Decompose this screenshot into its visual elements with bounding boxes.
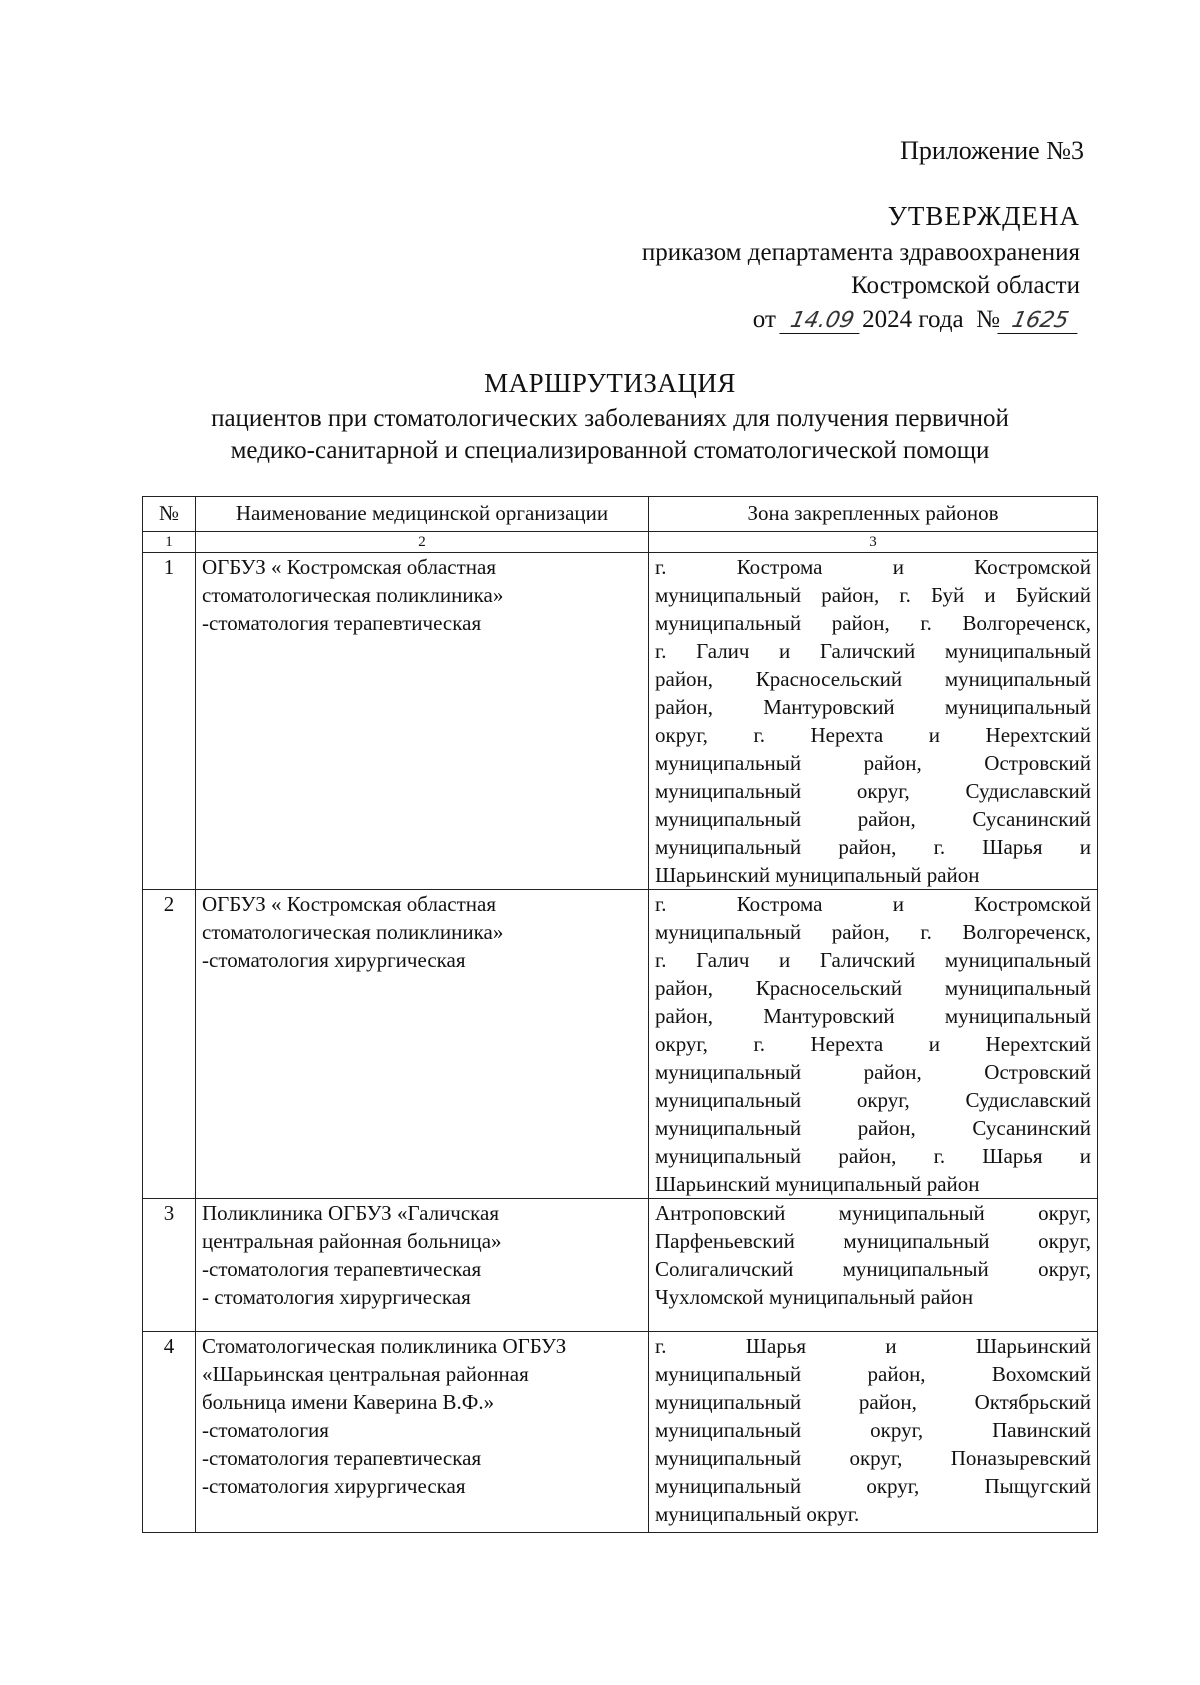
zone-line: муниципальный округ, Судиславский (655, 779, 1091, 803)
organization-line: Поликлиника ОГБУЗ «Галичская (202, 1201, 500, 1225)
organization-line: стоматологическая поликлиника» (202, 583, 504, 607)
zone-line: Антроповский муниципальный округ, (655, 1201, 1091, 1225)
zone-line: Шарьинский муниципальный район (655, 1172, 980, 1196)
order-year: 2024 года (862, 306, 964, 333)
organization-line: Стоматологическая поликлиника ОГБУЗ (202, 1334, 567, 1358)
row-number: 3 (143, 1199, 196, 1332)
organization-line: -стоматология терапевтическая (202, 611, 482, 635)
zone-line: муниципальный округ, Судиславский (655, 1088, 1091, 1112)
zone-line: район, Мантуровский муниципальный (655, 1004, 1091, 1028)
organization-line: стоматологическая поликлиника» (202, 920, 504, 944)
zone-line: муниципальный район, г. Шарья и (655, 1144, 1091, 1168)
document-title: МАРШРУТИЗАЦИЯ (484, 368, 736, 398)
zone-cell (649, 553, 1098, 890)
zone-line: район, Красносельский муниципальный (655, 667, 1091, 691)
organization-line: ОГБУЗ « Костромская областная (202, 892, 496, 916)
zone-line: округ, г. Нерехта и Нерехтский (655, 1032, 1091, 1056)
table-header-row (143, 497, 1098, 532)
zone-line: муниципальный округ, Поназыревский (655, 1446, 1091, 1470)
zone-line: муниципальный район, Островский (655, 1060, 1091, 1084)
table-row (143, 553, 1098, 890)
order-date: 14.09 (779, 309, 864, 334)
zone-line: муниципальный район, г. Волгореченск, (655, 611, 1091, 635)
header-no: № (143, 497, 196, 532)
zone-cell (649, 1199, 1098, 1332)
zone-line: муниципальный район, Сусанинский (655, 1116, 1091, 1140)
zone-line: Шарьинский муниципальный район (655, 863, 980, 887)
header-org: Наименование медицинской организации (196, 497, 649, 532)
header-zone: Зона закрепленных районов (649, 497, 1098, 532)
zone-cell (649, 890, 1098, 1199)
organization-cell (196, 1199, 649, 1332)
zone-line: район, Красносельский муниципальный (655, 976, 1091, 1000)
order-issuer-line2: Костромской области (851, 272, 1080, 299)
column-number-row (143, 532, 1098, 553)
order-number-label: № (976, 306, 1000, 333)
order-issuer-line1: приказом департамента здравоохранения (641, 239, 1080, 266)
organization-cell (196, 890, 649, 1199)
zone-line: район, Мантуровский муниципальный (655, 695, 1091, 719)
zone-line: г. Кострома и Костромской (655, 555, 1091, 579)
document-subtitle-line1: пациентов при стоматологических заболеваниях для получения первичной (211, 405, 1009, 432)
order-number: 1625 (997, 309, 1082, 334)
zone-line: муниципальный район, Октябрьский (655, 1390, 1091, 1414)
document-subtitle-line2: медико-санитарной и специализированной стоматологической помощи (230, 437, 990, 464)
zone-line: муниципальный округ. (655, 1502, 860, 1526)
order-prefix: от (752, 306, 776, 333)
row-number: 1 (143, 553, 196, 890)
zone-line: муниципальный район, Вохомский (655, 1362, 1091, 1386)
organization-line: центральная районная больница» (202, 1229, 502, 1253)
table-row (143, 890, 1098, 1199)
appendix-label: Приложение №3 (900, 136, 1084, 165)
zone-line: муниципальный район, г. Буй и Буйский (655, 583, 1091, 607)
column-number: 1 (143, 532, 196, 553)
zone-cell (649, 1332, 1098, 1533)
zone-line: г. Галич и Галичский муниципальный (655, 639, 1091, 663)
organization-line: больница имени Каверина В.Ф.» (202, 1390, 495, 1414)
zone-line: округ, г. Нерехта и Нерехтский (655, 723, 1091, 747)
zone-line: муниципальный район, Островский (655, 751, 1091, 775)
row-number: 2 (143, 890, 196, 1199)
organization-line: -стоматология терапевтическая (202, 1446, 482, 1470)
zone-line: Солигаличский муниципальный округ, (655, 1257, 1091, 1281)
approved-label: УТВЕРЖДЕНА (887, 201, 1080, 231)
table-row (143, 1199, 1098, 1332)
table-row (143, 1332, 1098, 1533)
zone-line: г. Шарья и Шарьинский (655, 1334, 1091, 1358)
zone-line: муниципальный район, г. Шарья и (655, 835, 1091, 859)
organization-line: -стоматология (202, 1418, 329, 1442)
column-number: 2 (196, 532, 649, 553)
organization-line: - стоматология хирургическая (202, 1285, 471, 1309)
column-number: 3 (649, 532, 1098, 553)
row-number: 4 (143, 1332, 196, 1533)
organization-cell (196, 1332, 649, 1533)
organization-line: -стоматология терапевтическая (202, 1257, 482, 1281)
organization-cell (196, 553, 649, 890)
zone-line: муниципальный район, Сусанинский (655, 807, 1091, 831)
zone-line: Чухломской муниципальный район (655, 1285, 974, 1309)
organization-line: ОГБУЗ « Костромская областная (202, 555, 496, 579)
zone-line: г. Кострома и Костромской (655, 892, 1091, 916)
zone-line: г. Галич и Галичский муниципальный (655, 948, 1091, 972)
organization-line: «Шарьинская центральная районная (202, 1362, 529, 1386)
zone-line: муниципальный округ, Пыщугский (655, 1474, 1091, 1498)
zone-line: муниципальный округ, Павинский (655, 1418, 1091, 1442)
organization-line: -стоматология хирургическая (202, 1474, 466, 1498)
zone-line: муниципальный район, г. Волгореченск, (655, 920, 1091, 944)
organization-line: -стоматология хирургическая (202, 948, 466, 972)
zone-line: Парфеньевский муниципальный округ, (655, 1229, 1091, 1253)
routing-table (142, 496, 1098, 1533)
order-date-line (753, 305, 1080, 335)
